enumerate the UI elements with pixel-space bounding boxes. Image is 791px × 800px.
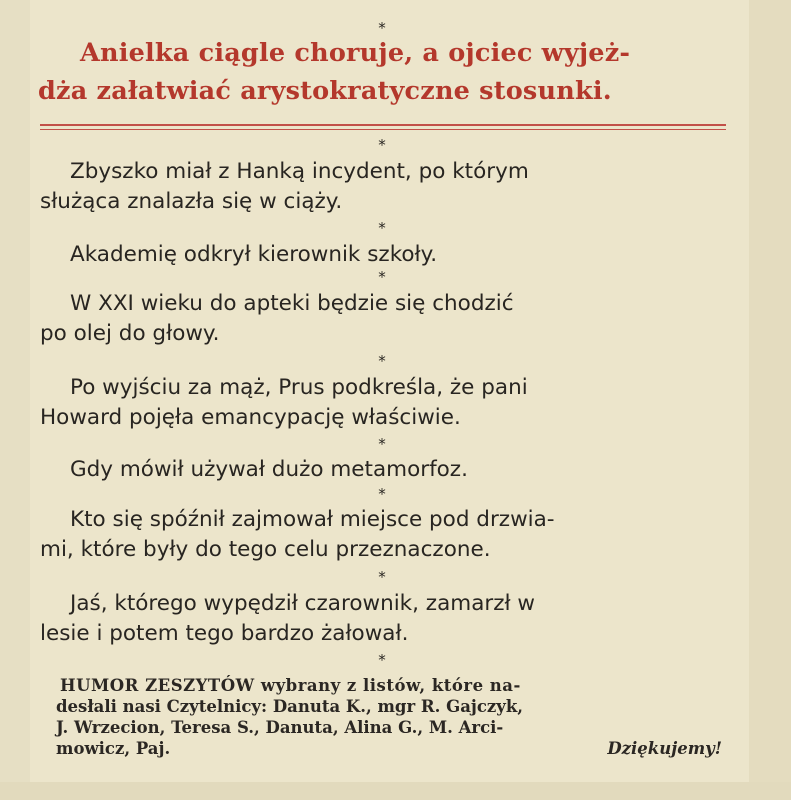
headline-underline-thin (40, 129, 726, 130)
quote-line-1: Zbyszko miał z Hanką incydent, po którym (70, 159, 529, 184)
separator-star: * (378, 651, 386, 669)
paper-edge-left (0, 0, 30, 800)
headline-underline (40, 124, 726, 126)
quote-line-2: służąca znalazła się w ciąży. (40, 189, 343, 214)
separator-star: * (378, 485, 386, 503)
quote-entry (40, 589, 730, 649)
credits-line-2: desłali nasi Czytelnicy: Danuta K., mgr R. Gajczyk, (56, 697, 524, 716)
quote-entry (70, 240, 730, 270)
quote-line-1: Jaś, którego wypędził czarownik, zamarzł w (70, 591, 536, 616)
separator-star: * (378, 352, 386, 370)
paper-edge-right (749, 0, 791, 800)
separator-star: * (378, 268, 386, 286)
headline (38, 34, 738, 110)
quote-entry (70, 455, 730, 485)
headline-line-1: Anielka ciągle choruje, a ojciec wyjeż- (80, 38, 631, 68)
quote-line-2: po olej do głowy. (40, 321, 220, 346)
credits-line-3: J. Wrzecion, Teresa S., Danuta, Alina G., M. Arci- (56, 718, 504, 737)
quote-entry (40, 289, 730, 349)
credits-footer (56, 675, 730, 759)
quote-line-2: lesie i potem tego bardzo żałował. (40, 621, 409, 646)
quote-line-1: Gdy mówił używał dużo metamorfoz. (70, 457, 468, 482)
headline-line-2: dża załatwiać arystokratyczne stosunki. (38, 76, 612, 106)
thanks-signoff: Dziękujemy! (607, 739, 722, 758)
separator-star: * (378, 568, 386, 586)
quote-line-1: W XXI wieku do apteki będzie się chodzić (70, 291, 514, 316)
paper-edge-bottom (0, 782, 791, 800)
separator-star: * (378, 19, 386, 37)
quote-line-1: Kto się spóźnił zajmował miejsce pod drzwia- (70, 507, 555, 532)
separator-star: * (378, 136, 386, 154)
separator-star: * (378, 219, 386, 237)
credits-line-4: mowicz, Paj. (56, 739, 171, 758)
separator-star: * (378, 435, 386, 453)
quote-line-2: mi, które były do tego celu przeznaczone. (40, 537, 491, 562)
quote-line-2: Howard pojęła emancypację właściwie. (40, 405, 461, 430)
quote-line-1: Po wyjściu za mąż, Prus podkreśla, że pani (70, 375, 528, 400)
quote-line-1: Akademię odkrył kierownik szkoły. (70, 242, 438, 267)
quote-entry (40, 157, 730, 217)
quote-entry (40, 373, 730, 433)
credits-line-1: HUMOR ZESZYTÓW wybrany z listów, które na- (60, 676, 521, 695)
quote-entry (40, 505, 730, 565)
